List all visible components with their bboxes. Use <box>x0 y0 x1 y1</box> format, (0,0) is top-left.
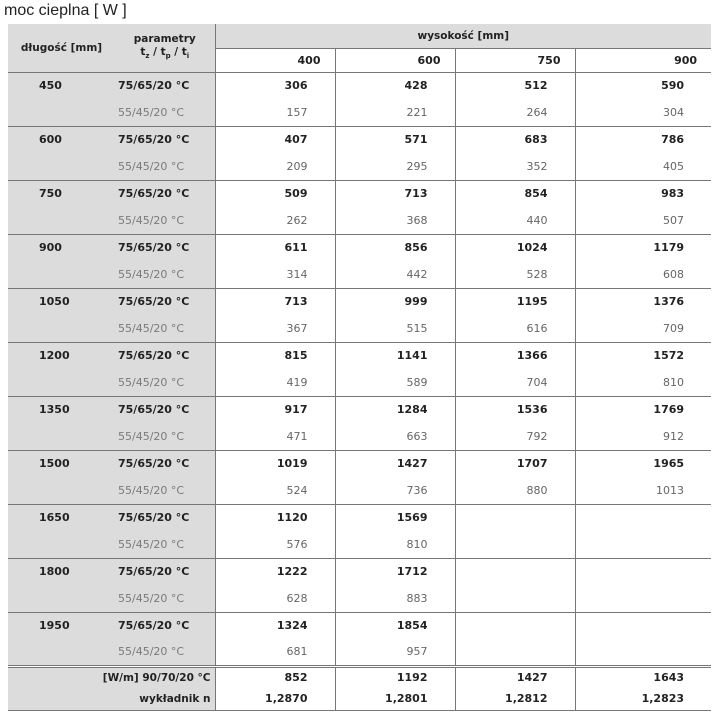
length-cell: 450 <box>8 72 115 99</box>
value-cell: 1712 <box>335 558 455 585</box>
value-cell: 304 <box>575 99 711 126</box>
wm-value: 1192 <box>335 666 455 688</box>
table-row <box>8 477 711 504</box>
value-cell <box>575 585 711 612</box>
length-cell-empty <box>8 315 115 342</box>
value-cell: 681 <box>215 639 335 666</box>
parameter-cell: 55/45/20 °C <box>118 537 185 551</box>
parameter-cell: 75/65/20 °C <box>115 612 215 639</box>
value-cell: 1769 <box>575 396 711 423</box>
value-cell: 407 <box>215 126 335 153</box>
value-cell: 880 <box>455 477 575 504</box>
value-cell: 713 <box>335 180 455 207</box>
value-cell: 1572 <box>575 342 711 369</box>
value-cell <box>455 612 575 639</box>
wm-value: 1643 <box>575 666 711 688</box>
table-row <box>8 504 711 531</box>
height-column-900: 900 <box>575 48 711 72</box>
table-row <box>8 585 711 612</box>
value-cell: 709 <box>575 315 711 342</box>
table-row <box>8 369 711 396</box>
value-cell: 1376 <box>575 288 711 315</box>
exponent-label: wykładnik n <box>8 688 215 710</box>
value-cell: 815 <box>215 342 335 369</box>
table-row <box>8 531 711 558</box>
value-cell: 576 <box>215 531 335 558</box>
length-cell-empty <box>8 531 115 558</box>
parameter-cell: 75/65/20 °C <box>115 504 215 531</box>
value-cell <box>455 531 575 558</box>
value-cell: 590 <box>575 72 711 99</box>
value-cell: 368 <box>335 207 455 234</box>
value-cell: 912 <box>575 423 711 450</box>
value-cell: 306 <box>215 72 335 99</box>
table-row <box>8 450 711 477</box>
value-cell: 1536 <box>455 396 575 423</box>
table-row <box>8 72 711 99</box>
value-cell: 608 <box>575 261 711 288</box>
value-cell: 515 <box>335 315 455 342</box>
exponent-value: 1,2801 <box>335 688 455 710</box>
value-cell: 1179 <box>575 234 711 261</box>
value-cell: 295 <box>335 153 455 180</box>
value-cell <box>575 531 711 558</box>
footer-row-exponent <box>8 688 711 710</box>
value-cell: 1120 <box>215 504 335 531</box>
length-cell-empty <box>8 369 115 396</box>
height-column-400: 400 <box>215 48 335 72</box>
length-header: długość [mm] <box>20 41 103 54</box>
value-cell: 883 <box>335 585 455 612</box>
wm-label: [W/m] 90/70/20 °C <box>8 666 215 688</box>
length-cell: 600 <box>8 126 115 153</box>
value-cell: 528 <box>455 261 575 288</box>
value-cell: 1965 <box>575 450 711 477</box>
value-cell: 209 <box>215 153 335 180</box>
table-row <box>8 261 711 288</box>
length-cell-empty <box>8 153 115 180</box>
parameter-cell: 75/65/20 °C <box>115 396 215 423</box>
value-cell: 507 <box>575 207 711 234</box>
table-row <box>8 558 711 585</box>
parameter-cell: 55/45/20 °C <box>118 105 185 119</box>
parameter-cell: 55/45/20 °C <box>118 159 185 173</box>
table-row <box>8 396 711 423</box>
length-cell-empty <box>8 477 115 504</box>
value-cell: 663 <box>335 423 455 450</box>
value-cell: 1854 <box>335 612 455 639</box>
value-cell: 1195 <box>455 288 575 315</box>
length-cell: 1200 <box>8 342 115 369</box>
value-cell <box>575 558 711 585</box>
value-cell: 471 <box>215 423 335 450</box>
length-cell-empty <box>8 207 115 234</box>
parameter-cell: 75/65/20 °C <box>115 342 215 369</box>
height-column-600: 600 <box>335 48 455 72</box>
value-cell: 509 <box>215 180 335 207</box>
table-row <box>8 342 711 369</box>
value-cell: 683 <box>455 126 575 153</box>
length-cell: 1500 <box>8 450 115 477</box>
value-cell: 512 <box>455 72 575 99</box>
value-cell: 1024 <box>455 234 575 261</box>
table-row <box>8 99 711 126</box>
value-cell: 616 <box>455 315 575 342</box>
length-cell-empty <box>8 585 115 612</box>
parameter-cell: 75/65/20 °C <box>115 450 215 477</box>
length-cell-empty <box>8 423 115 450</box>
value-cell <box>455 639 575 666</box>
parameter-cell: 75/65/20 °C <box>115 180 215 207</box>
value-cell: 810 <box>575 369 711 396</box>
parameter-cell: 75/65/20 °C <box>115 126 215 153</box>
parameter-cell: 55/45/20 °C <box>118 375 185 389</box>
value-cell: 405 <box>575 153 711 180</box>
value-cell: 1707 <box>455 450 575 477</box>
value-cell: 983 <box>575 180 711 207</box>
value-cell: 589 <box>335 369 455 396</box>
value-cell: 1222 <box>215 558 335 585</box>
height-column-750: 750 <box>455 48 575 72</box>
value-cell: 1019 <box>215 450 335 477</box>
value-cell: 1284 <box>335 396 455 423</box>
table-row <box>8 234 711 261</box>
heat-output-table <box>8 24 711 711</box>
parameter-cell: 75/65/20 °C <box>115 558 215 585</box>
length-cell-empty <box>8 261 115 288</box>
value-cell: 367 <box>215 315 335 342</box>
value-cell: 1427 <box>335 450 455 477</box>
parameters-header <box>115 24 215 72</box>
value-cell: 157 <box>215 99 335 126</box>
parameter-cell: 55/45/20 °C <box>118 429 185 443</box>
value-cell: 704 <box>455 369 575 396</box>
value-cell: 1324 <box>215 612 335 639</box>
parameters-formula: $t_z / t_p / t_i$ <box>140 45 190 60</box>
length-cell: 1050 <box>8 288 115 315</box>
parameter-cell: 55/45/20 °C <box>118 483 185 497</box>
value-cell: 571 <box>335 126 455 153</box>
value-cell <box>575 639 711 666</box>
length-cell: 1950 <box>8 612 115 639</box>
value-cell: 1569 <box>335 504 455 531</box>
table-row <box>8 423 711 450</box>
length-cell: 1800 <box>8 558 115 585</box>
value-cell: 440 <box>455 207 575 234</box>
value-cell: 854 <box>455 180 575 207</box>
value-cell: 792 <box>455 423 575 450</box>
parameter-cell: 55/45/20 °C <box>118 213 185 227</box>
table-title: moc cieplna [ W ] <box>4 2 127 19</box>
parameter-cell: 55/45/20 °C <box>118 645 185 659</box>
value-cell: 999 <box>335 288 455 315</box>
value-cell: 1013 <box>575 477 711 504</box>
wm-value: 852 <box>215 666 335 688</box>
length-cell: 900 <box>8 234 115 261</box>
length-cell: 1350 <box>8 396 115 423</box>
wm-value: 1427 <box>455 666 575 688</box>
value-cell: 810 <box>335 531 455 558</box>
table-row <box>8 288 711 315</box>
value-cell <box>455 585 575 612</box>
value-cell: 917 <box>215 396 335 423</box>
value-cell <box>575 612 711 639</box>
value-cell: 1366 <box>455 342 575 369</box>
value-cell <box>575 504 711 531</box>
value-cell: 221 <box>335 99 455 126</box>
parameter-cell: 55/45/20 °C <box>118 321 185 335</box>
table-row <box>8 126 711 153</box>
exponent-value: 1,2870 <box>215 688 335 710</box>
value-cell: 736 <box>335 477 455 504</box>
value-cell <box>455 558 575 585</box>
parameter-cell: 75/65/20 °C <box>115 234 215 261</box>
parameter-cell: 55/45/20 °C <box>118 267 185 281</box>
value-cell: 713 <box>215 288 335 315</box>
table-row <box>8 207 711 234</box>
value-cell: 611 <box>215 234 335 261</box>
value-cell: 524 <box>215 477 335 504</box>
footer-row-wm <box>8 666 711 688</box>
parameter-cell: 55/45/20 °C <box>118 591 185 605</box>
length-cell: 1650 <box>8 504 115 531</box>
parameters-header-label: parametry <box>133 32 196 45</box>
value-cell: 628 <box>215 585 335 612</box>
table-row <box>8 639 711 666</box>
value-cell: 428 <box>335 72 455 99</box>
table-row <box>8 612 711 639</box>
table-row <box>8 180 711 207</box>
exponent-value: 1,2823 <box>575 688 711 710</box>
value-cell: 352 <box>455 153 575 180</box>
exponent-value: 1,2812 <box>455 688 575 710</box>
value-cell: 262 <box>215 207 335 234</box>
value-cell <box>455 504 575 531</box>
table-row <box>8 153 711 180</box>
value-cell: 1141 <box>335 342 455 369</box>
height-header: wysokość [mm] <box>215 24 711 48</box>
table-row <box>8 315 711 342</box>
value-cell: 314 <box>215 261 335 288</box>
length-cell-empty <box>8 99 115 126</box>
length-cell: 750 <box>8 180 115 207</box>
parameter-cell: 75/65/20 °C <box>115 72 215 99</box>
value-cell: 264 <box>455 99 575 126</box>
length-cell-empty <box>8 639 115 666</box>
value-cell: 786 <box>575 126 711 153</box>
value-cell: 419 <box>215 369 335 396</box>
parameter-cell: 75/65/20 °C <box>115 288 215 315</box>
value-cell: 442 <box>335 261 455 288</box>
value-cell: 957 <box>335 639 455 666</box>
value-cell: 856 <box>335 234 455 261</box>
